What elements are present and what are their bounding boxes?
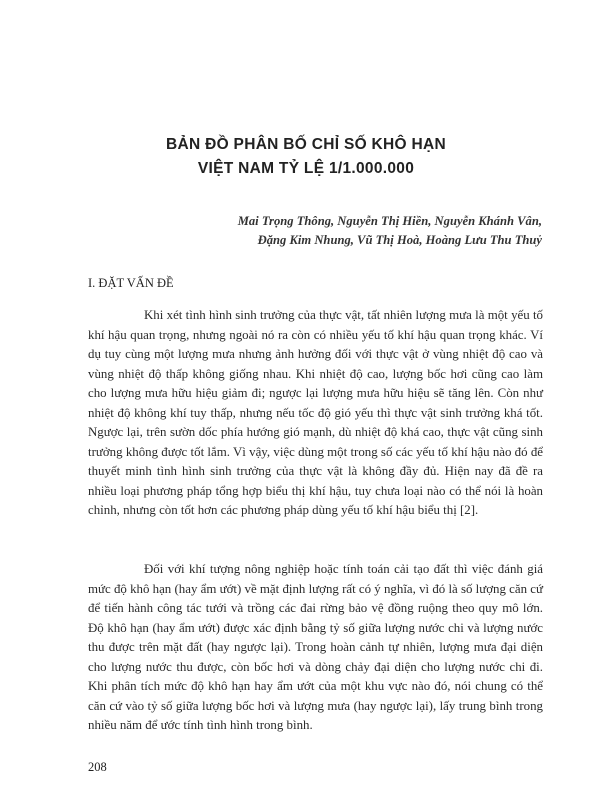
paragraph-1: Khi xét tình hình sinh trưởng của thực vật, tất nhiên lượng mưa là một yếu tố khí hậu quan trọng, nhưng ngoài nó ra còn có nhiều yếu tố khí hậu quan trọng khác. Ví dụ tuy cùng một lượng mưa nhưng ảnh hưởng đối với thực vật ở vùng nhiệt độ cao và vùng nhiệt độ thấp không giống nhau. Khi nhiệt độ cao, lượng bốc hơi cũng cao làm cho lượng mưa hữu hiệu giảm đi; ngược lại lượng mưa hữu hiệu sẽ tăng lên. Còn như nhiệt độ không khí tuy thấp, nhưng nếu tốc độ gió yếu thì thực vật sinh trưởng khá tốt. Ngược lại, trên sườn dốc phía hướng gió mạnh, dù nhiệt độ khá cao, thực vật cũng sinh trưởng không được tốt lắm. Vì vậy, việc dùng một trong số các yếu tố khí hậu nào đó để thuyết minh tình hình sinh trưởng của thực vật là không đầy đủ. Hiện nay đã đề ra nhiều loại phương pháp tổng hợp biểu thị khí hậu, tuy chưa loại nào có thể nói là hoàn chỉnh, nhưng còn tốt hơn các phương pháp dùng yếu tố khí hậu biểu thị [2].: [88, 308, 543, 517]
title-line-2: VIỆT NAM TỶ LỆ 1/1.000.000: [197, 160, 415, 177]
authors-line-2: Đặng Kim Nhung, Vũ Thị Hoà, Hoàng Lưu Thu Thuỷ: [257, 233, 542, 247]
authors-line-1: Mai Trọng Thông, Nguyễn Thị Hiền, Nguyễn Khánh Vân,: [237, 214, 542, 228]
paragraph-2: Đối với khí tượng nông nghiệp hoặc tính toán cải tạo đất thì việc đánh giá mức độ khô hạn (hay ẩm ướt) về mặt định lượng rất có ý nghĩa, vì đó là số lượng căn cứ để tiến hành công tác tưới và trồng các đai rừng bảo vệ đồng ruộng theo quy mô lớn. Độ khô hạn (hay ẩm ướt) được xác định bằng tỷ số giữa lượng nước chi và lượng nước thu được trên mặt đất (hay ngược lại). Trong hoàn cảnh tự nhiên, lượng mưa đại diện cho lượng nước thu được, còn bốc hơi và dòng chảy đại diện cho lượng nước chi đi. Khi phân tích mức độ khô hạn hay ẩm ướt của một khu vực nào đó, nói chung có thể căn cứ vào tỷ số giữa lượng bốc hơi và lượng mưa (hay ngược lại), lấy trung bình trong nhiều năm để ước tính tình hình trong bình.: [88, 562, 543, 732]
page-number: 208: [88, 760, 107, 774]
title-line-1: BẢN ĐỒ PHÂN BỐ CHỈ SỐ KHÔ HẠN: [166, 136, 446, 153]
section-heading: I. ĐẶT VẤN ĐỀ: [88, 276, 174, 290]
